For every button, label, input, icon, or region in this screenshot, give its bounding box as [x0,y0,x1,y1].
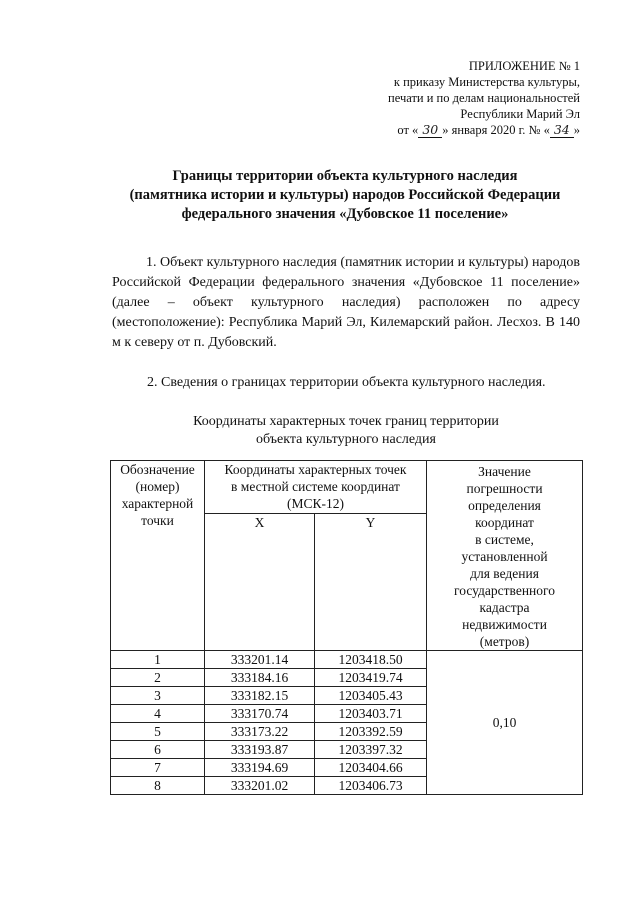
error-value: 0,10 [427,651,583,795]
appendix-line-2: печати и по делам национальностей [388,91,580,105]
point-x: 333173.22 [205,723,315,741]
paragraph-1: 1. Объект культурного наследия (памятник истории и культуры) народов Российской Федерации федерального значения «Дубовское 11 поселение» (далее – объект культурного наследия) расположен по адресу (местоположение): Республика Марий Эл, Килемарский район. Лесхоз. В 140 м к северу от п. Дубовский. [112,255,580,350]
point-number: 3 [111,687,205,705]
caption-line-1: Координаты характерных точек границ территории [193,414,499,429]
point-number: 5 [111,723,205,741]
appendix-header [330,58,580,138]
appendix-heading: ПРИЛОЖЕНИЕ № 1 [468,59,580,73]
table-row [111,651,583,669]
point-y: 1203405.43 [315,687,427,705]
point-number: 1 [111,651,205,669]
handwritten-day: 30 [418,123,442,138]
date-middle: » января 2020 г. № « [442,123,550,137]
point-y: 1203404.66 [315,759,427,777]
header-x: X [205,514,315,651]
point-x: 333194.69 [205,759,315,777]
point-y: 1203397.32 [315,741,427,759]
point-x: 333182.15 [205,687,315,705]
header-y: Y [315,514,427,651]
point-x: 333170.74 [205,705,315,723]
section-2-heading: 2. Сведения о границах территории объекта культурного наследия. [147,375,546,390]
header-coordinates: Координаты характерных точек в местной системе координат (МСК-12) [205,461,427,514]
title-line-1: Границы территории объекта культурного наследия [172,168,518,184]
caption-line-2: объекта культурного наследия [256,432,436,447]
point-x: 333201.14 [205,651,315,669]
point-x: 333201.02 [205,777,315,795]
date-prefix: от « [397,123,419,137]
appendix-date-line [330,122,580,138]
coordinates-table-body [111,461,583,795]
title-line-2: (памятника истории и культуры) народов Российской Федерации [129,187,561,203]
handwritten-number: 34 [550,123,574,138]
appendix-line-1: к приказу Министерства культуры, [393,75,580,89]
point-number: 7 [111,759,205,777]
table-caption [112,413,580,449]
document-title [40,167,640,224]
header-error-value: Значение погрешности определения координат в системе, установленной для ведения государственного кадастра недвижимости (метров) [427,461,583,651]
header-point-designation: Обозначение (номер) характерной точки [111,461,205,651]
title-line-3: федерального значения «Дубовское 11 поселение» [181,206,509,222]
point-y: 1203419.74 [315,669,427,687]
point-x: 333184.16 [205,669,315,687]
point-y: 1203403.71 [315,705,427,723]
point-x: 333193.87 [205,741,315,759]
point-number: 8 [111,777,205,795]
appendix-line-3: Республики Марий Эл [460,107,580,121]
point-y: 1203406.73 [315,777,427,795]
point-y: 1203392.59 [315,723,427,741]
date-suffix: » [573,123,580,137]
point-number: 6 [111,741,205,759]
point-number: 2 [111,669,205,687]
point-y: 1203418.50 [315,651,427,669]
coordinates-table [110,460,583,795]
point-number: 4 [111,705,205,723]
